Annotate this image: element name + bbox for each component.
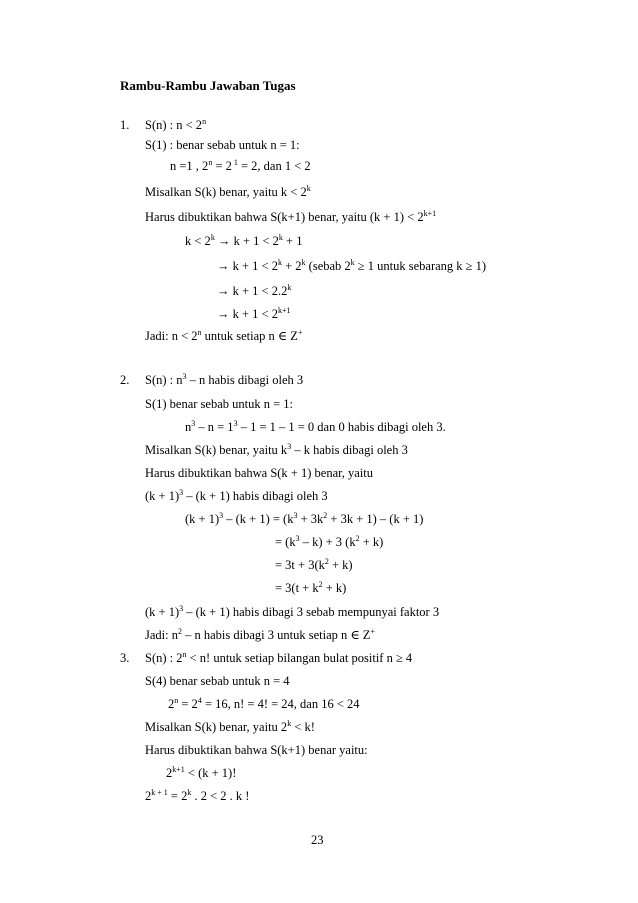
problem-2-hypothesis: Misalkan S(k) benar, yaitu $k^3$ – k habis dibagi oleh 3 bbox=[145, 442, 408, 457]
problem-1-step-4: → $k + 1 < 2^{k+1}$ bbox=[217, 306, 291, 321]
problem-2-step-1: $(k + 1)^3 - (k + 1) = (k^3 + 3k^2 + 3k + 1) - (k + 1)$ bbox=[185, 511, 424, 526]
problem-2-step-2: = $(k^3 - k) + 3$ $(k^2 + k)$ bbox=[275, 534, 384, 549]
problem-1-base-case: S(1) : benar sebab untuk n = 1: bbox=[145, 138, 300, 152]
problem-3-number: 3. bbox=[120, 651, 130, 665]
problem-1-step-1: $k < 2^k \to k + 1 < 2^k + 1$ bbox=[185, 233, 303, 248]
problem-1-conclusion: Jadi: $n < 2^n$ untuk setiap n ∈ Z+ bbox=[145, 328, 303, 343]
problem-3-statement: S(n) : $2^n < n$! untuk setiap bilangan bulat positif n ≥ 4 bbox=[145, 650, 413, 665]
problem-3-base-case: S(4) benar sebab untuk n = 4 bbox=[145, 674, 290, 688]
problem-1-step-3: → $k + 1 < 2.2^k$ bbox=[217, 283, 292, 298]
problem-1-base-case-check: n =1 , $2^n = 2$ $^1$ = 2, dan 1 < 2 bbox=[170, 158, 311, 173]
problem-2-base-case-check: $n^3 - n = 1^3 - 1 = 1 - 1 = 0$ dan 0 habis dibagi oleh 3. bbox=[185, 419, 446, 434]
problem-2-step-4: = $3(t + k^2 + k)$ bbox=[275, 580, 347, 595]
page-number: 23 bbox=[311, 833, 324, 847]
problem-2-to-prove-expr: $(k + 1)^3 - (k + 1)$ habis dibagi oleh 3 bbox=[145, 488, 328, 503]
problem-1-to-prove: Harus dibuktikan bahwa S(k+1) benar, yaitu $(k + 1) < 2^{k+1}$ bbox=[145, 209, 437, 224]
problem-2-number: 2. bbox=[120, 373, 130, 387]
problem-1-statement: S(n) : $n < 2^n$ bbox=[145, 117, 207, 132]
problem-2-step-3: = $3t + 3(k^2 + k)$ bbox=[275, 557, 353, 572]
problem-2-to-prove: Harus dibuktikan bahwa S(k + 1) benar, yaitu bbox=[145, 466, 374, 480]
problem-1-hypothesis: Misalkan S(k) benar, yaitu $k < 2^k$ bbox=[145, 184, 311, 199]
problem-3-step-1: $2^{k + 1} = 2^k$ . 2 < 2 . k ! bbox=[145, 788, 250, 803]
problem-2-base-case: S(1) benar sebab untuk n = 1: bbox=[145, 397, 293, 411]
page-title: Rambu-Rambu Jawaban Tugas bbox=[120, 78, 296, 93]
problem-3-to-prove-expr: $2^{k+1} < (k + 1)$! bbox=[166, 765, 237, 780]
problem-1-step-2: → $k + 1 < 2^k + 2^k$ (sebab $2^k \ge 1$ untuk sebarang k ≥ 1) bbox=[217, 258, 487, 273]
problem-3-base-case-check: $2^n = 2^4 = 16$, n! = 4! = 24, dan 16 < 24 bbox=[168, 696, 360, 711]
problem-2-divisible: $(k + 1)^3 - (k + 1)$ habis dibagi 3 sebab mempunyai faktor 3 bbox=[145, 604, 440, 619]
problem-2-conclusion: Jadi: $n^2$ – n habis dibagi 3 untuk setiap n ∈ Z+ bbox=[145, 627, 375, 642]
problem-1-number: 1. bbox=[120, 118, 130, 132]
problem-3-to-prove: Harus dibuktikan bahwa S(k+1) benar yaitu: bbox=[145, 743, 368, 757]
problem-3-hypothesis: Misalkan S(k) benar, yaitu $2^k < k$! bbox=[145, 719, 315, 734]
problem-2-statement: S(n) : $n^3$ – n habis dibagi oleh 3 bbox=[145, 372, 304, 387]
